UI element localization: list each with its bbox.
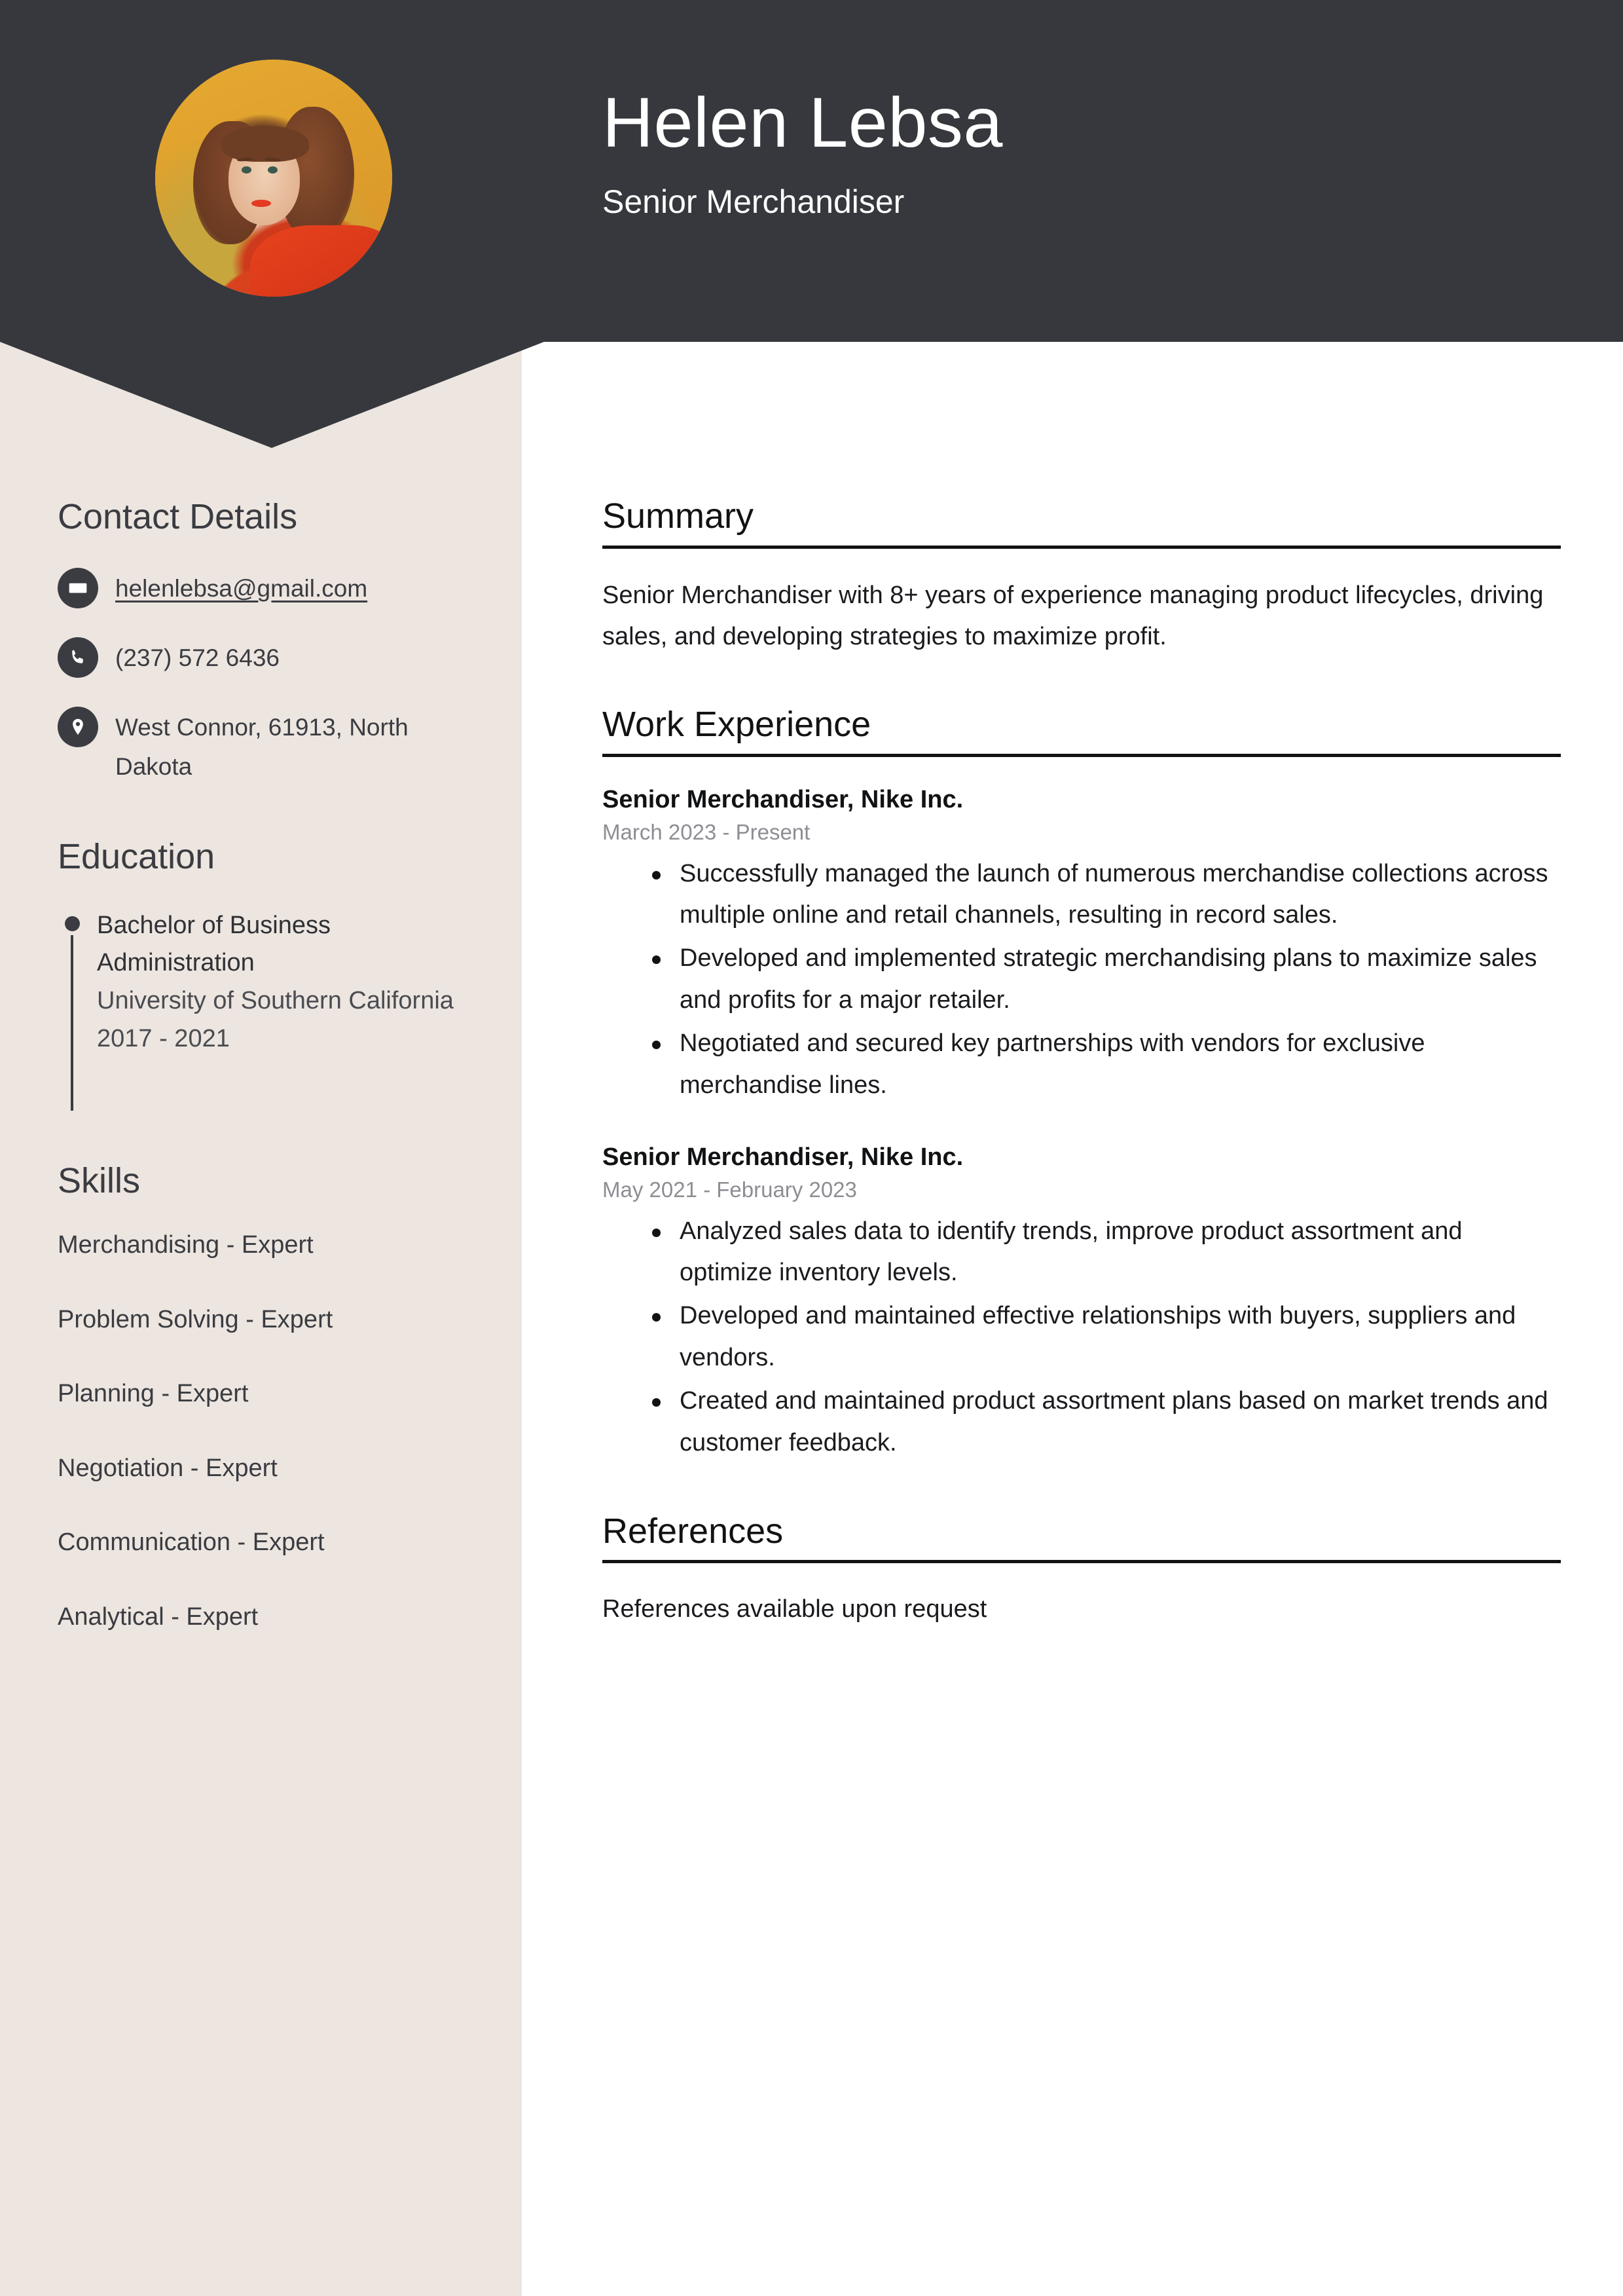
job-entry bbox=[602, 1141, 1561, 1464]
job-bullet: Successfully managed the launch of numerous merchandise collections across multiple online and retail channels, resulting in record sales. bbox=[680, 853, 1561, 937]
contact-address-value: West Connor, 61913, North Dakota bbox=[115, 714, 409, 781]
summary-divider bbox=[602, 546, 1561, 549]
skills-section bbox=[58, 1162, 477, 1633]
skill-item: Communication - Expert bbox=[58, 1528, 325, 1557]
skill-item: Analytical - Expert bbox=[58, 1603, 259, 1631]
contact-row-email[interactable] bbox=[58, 566, 477, 608]
education-bullet-dot bbox=[65, 916, 80, 931]
skill-item: Negotiation - Expert bbox=[58, 1454, 278, 1482]
education-item bbox=[58, 907, 477, 1111]
contact-details-heading: Contact Details bbox=[58, 497, 298, 536]
contact-details-section bbox=[58, 498, 477, 787]
map-pin-icon bbox=[58, 707, 98, 747]
contact-row-address bbox=[58, 705, 477, 787]
main-content bbox=[602, 498, 1561, 1678]
education-dates: 2017 - 2021 bbox=[97, 1024, 230, 1052]
page-title: Helen Lebsa bbox=[602, 83, 1003, 162]
skills-heading: Skills bbox=[58, 1160, 141, 1200]
avatar-eye-left bbox=[242, 166, 251, 174]
education-section bbox=[58, 838, 477, 1110]
envelope-icon bbox=[58, 568, 98, 608]
job-dates: March 2023 - Present bbox=[602, 819, 811, 844]
header-text-block bbox=[602, 85, 1558, 220]
references-text: References available upon request bbox=[602, 1595, 987, 1623]
references-section bbox=[602, 1513, 1561, 1629]
job-bullet-list bbox=[602, 853, 1561, 1107]
education-timeline-line bbox=[71, 935, 73, 1111]
job-bullet-list bbox=[602, 1211, 1561, 1464]
job-entry bbox=[602, 783, 1561, 1107]
job-bullet: Analyzed sales data to identify trends, improve product assortment and optimize inventory levels. bbox=[680, 1211, 1561, 1295]
work-experience-heading: Work Experience bbox=[602, 704, 871, 744]
work-experience-divider bbox=[602, 754, 1561, 757]
job-title: Senior Merchandiser, Nike Inc. bbox=[602, 1143, 964, 1171]
references-divider bbox=[602, 1560, 1561, 1563]
education-school: University of Southern California bbox=[97, 987, 454, 1015]
job-bullet: Developed and implemented strategic merchandising plans to maximize sales and profits for a major retailer. bbox=[680, 938, 1561, 1022]
job-bullet: Created and maintained product assortment plans based on market trends and customer feedback. bbox=[680, 1380, 1561, 1464]
job-bullet: Negotiated and secured key partnerships with vendors for exclusive merchandise lines. bbox=[680, 1023, 1561, 1107]
summary-text: Senior Merchandiser with 8+ years of experience managing product lifecycles, driving sales, and developing strategies to maximize profit. bbox=[602, 581, 1544, 650]
avatar-sweater bbox=[250, 225, 392, 297]
skill-item: Planning - Expert bbox=[58, 1380, 249, 1408]
phone-icon bbox=[58, 637, 98, 678]
work-experience-section bbox=[602, 706, 1561, 1464]
avatar-photo bbox=[155, 60, 392, 297]
skill-item: Problem Solving - Expert bbox=[58, 1305, 333, 1333]
summary-section bbox=[602, 498, 1561, 657]
header-job-title: Senior Merchandiser bbox=[602, 183, 905, 221]
education-item-body bbox=[86, 907, 477, 1058]
contact-row-phone[interactable] bbox=[58, 636, 477, 678]
contact-phone-value[interactable]: (237) 572 6436 bbox=[115, 644, 280, 672]
education-timeline-marker bbox=[58, 907, 86, 1111]
education-degree: Bachelor of Business Administration bbox=[97, 911, 331, 977]
references-heading: References bbox=[602, 1511, 784, 1551]
avatar bbox=[155, 60, 392, 297]
job-bullet: Developed and maintained effective relationships with buyers, suppliers and vendors. bbox=[680, 1295, 1561, 1379]
job-title: Senior Merchandiser, Nike Inc. bbox=[602, 785, 964, 813]
sidebar bbox=[58, 498, 477, 1684]
skill-item: Merchandising - Expert bbox=[58, 1231, 314, 1259]
avatar-bangs bbox=[221, 126, 309, 161]
avatar-eye-right bbox=[268, 166, 278, 174]
job-dates: May 2021 - February 2023 bbox=[602, 1177, 857, 1202]
summary-heading: Summary bbox=[602, 496, 754, 536]
education-heading: Education bbox=[58, 837, 215, 877]
contact-email-value[interactable]: helenlebsa@gmail.com bbox=[115, 575, 368, 602]
